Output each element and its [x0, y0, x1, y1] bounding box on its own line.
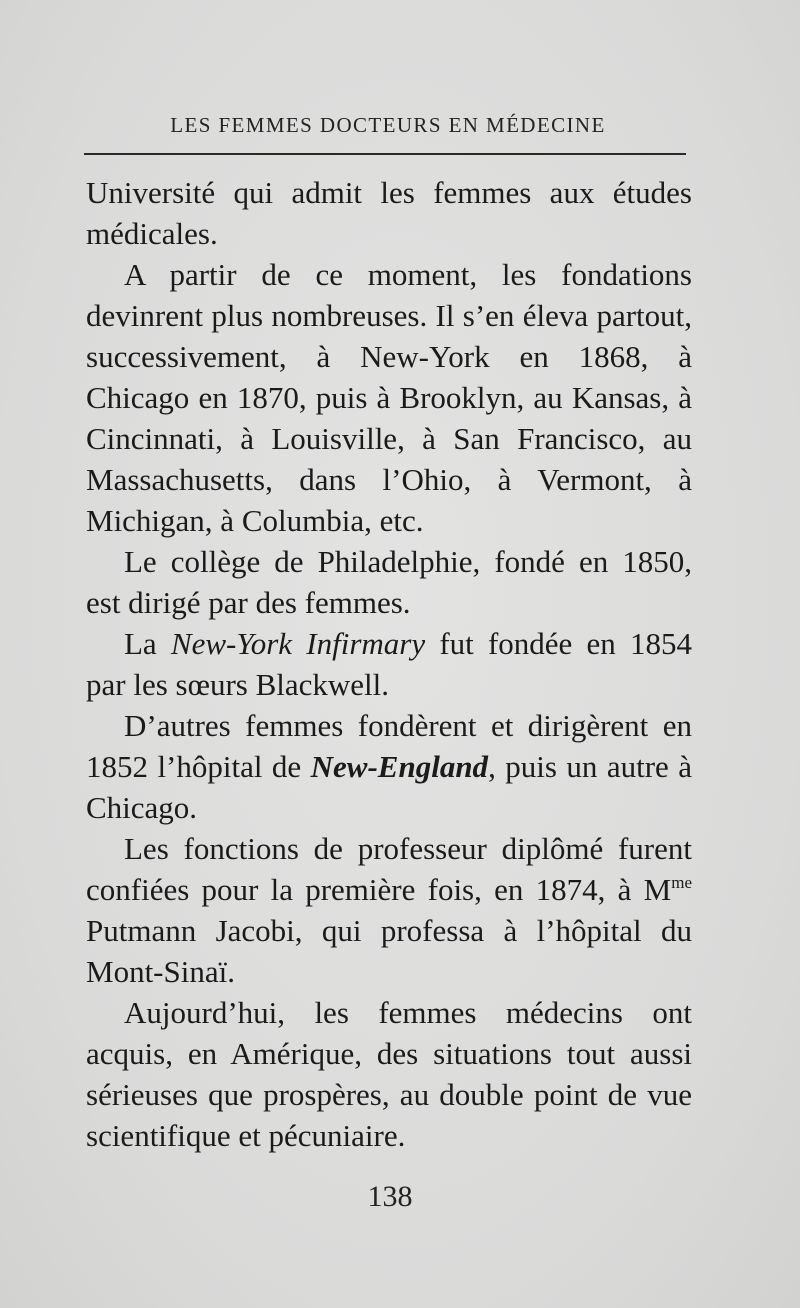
page-number: 138 — [367, 1180, 413, 1213]
paragraph-4-start: La — [124, 626, 171, 661]
paragraph-4 — [86, 623, 692, 705]
paragraph-5 — [86, 705, 692, 828]
paragraph-5-end: , puis un autre à Chicago. — [86, 749, 692, 825]
paragraph-6-end: Putmann Jacobi, qui professa à l’hôpital du Mont-Sinaï. — [86, 913, 692, 989]
paragraph-7: Aujourd’hui, les femmes médecins ont acquis, en Amérique, des situations tout aussi sérieuses que prospères, au double point de vue scientifique et pécuniaire. — [86, 995, 692, 1153]
paragraph-4-end: fut fondée en 1854 par les sœurs Blackwell. — [86, 626, 692, 702]
paragraph-6 — [86, 828, 692, 992]
paragraph-5-start: D’autres femmes fondèrent et dirigèrent en 1852 l’hôpital de — [86, 708, 692, 784]
header-rule — [84, 153, 686, 155]
body-text — [86, 172, 692, 1156]
italic-title-new-york-infirmary: New-York Infirmary — [170, 626, 426, 661]
italic-title-new-england: New-England — [310, 749, 489, 784]
paragraph-6-start: Les fonctions de professeur diplômé furent confiées pour la première fois, en 1874, à M — [86, 831, 692, 907]
paragraph-1: Université qui admit les femmes aux études médicales. — [86, 175, 692, 251]
superscript-me: me — [671, 873, 692, 892]
paragraph-3: Le collège de Philadelphie, fondé en 1850, est dirigé par des femmes. — [86, 544, 692, 620]
paragraph-2: A partir de ce moment, les fondations devinrent plus nombreuses. Il s’en éleva partout, successivement, à New-York en 1868, à Chicago en 1870, puis à Brooklyn, au Kansas, à Cincinnati, à Louisville, à San Francisco, au Massachusetts, dans l’Ohio, à Vermont, à Michigan, à Columbia, etc. — [86, 257, 692, 538]
running-head: LES FEMMES DOCTEURS EN MÉDECINE — [170, 113, 606, 137]
